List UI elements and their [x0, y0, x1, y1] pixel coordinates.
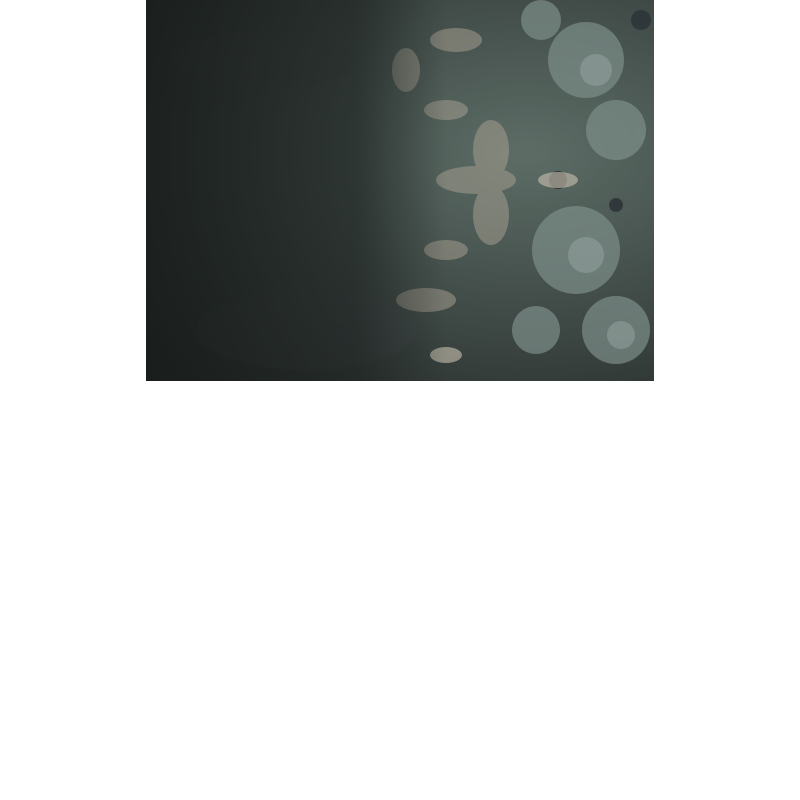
bottom-color-swatch: [485, 609, 654, 800]
bottom-color-swatch: [315, 609, 484, 800]
bottom-color-swatch: [146, 609, 315, 800]
bottom-swatch-row: [146, 609, 654, 800]
info-text-block: [164, 23, 434, 33]
info-panel: [146, 0, 654, 381]
info-shade: [146, 0, 446, 381]
top-color-swatch: [146, 400, 654, 590]
